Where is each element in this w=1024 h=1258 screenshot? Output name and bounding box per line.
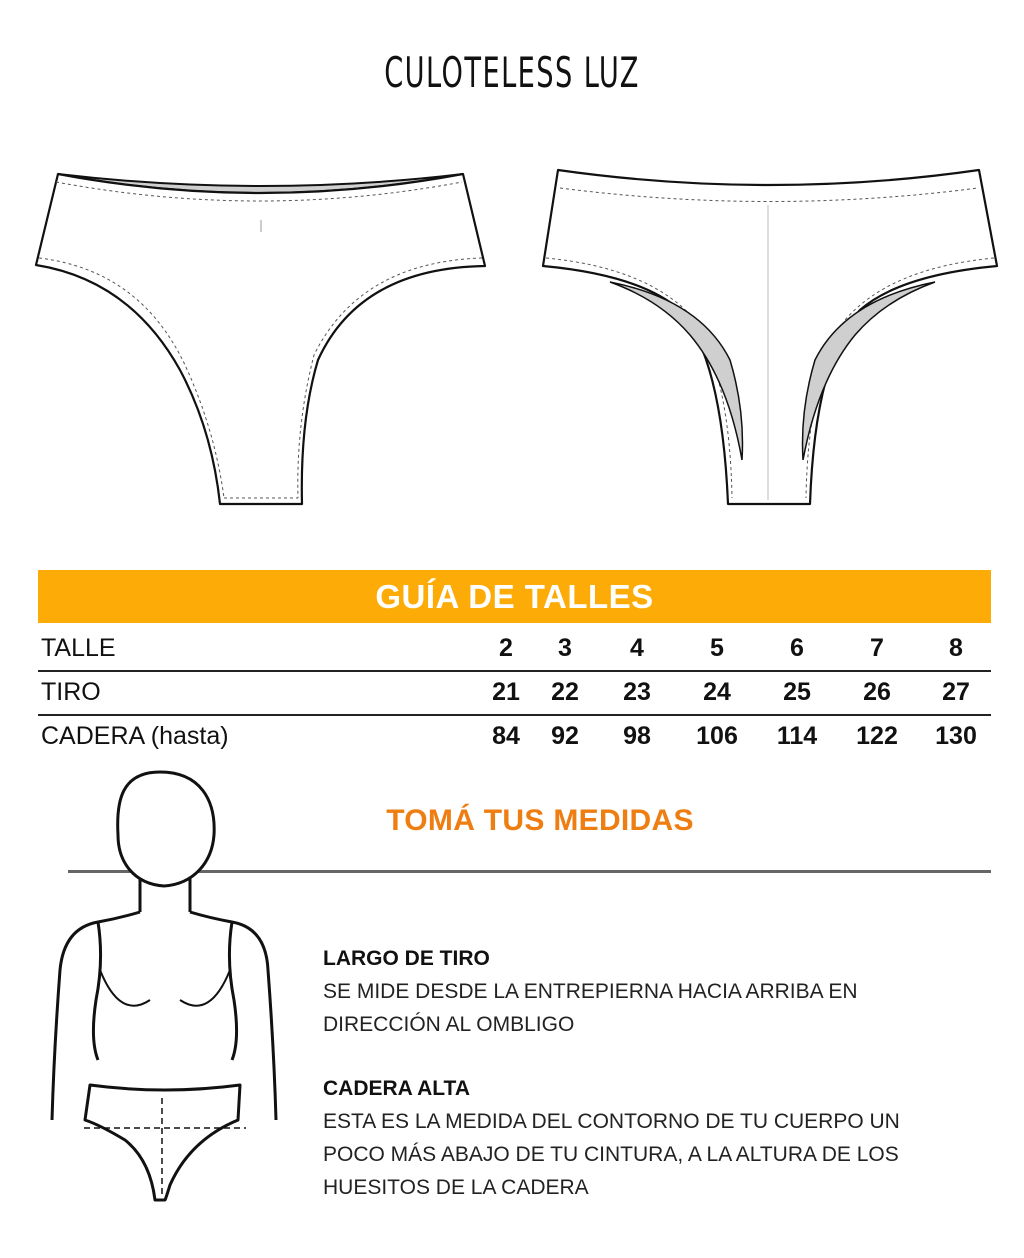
section-line: SE MIDE DESDE LA ENTREPIERNA HACIA ARRIBA EN: [323, 980, 858, 1003]
row-label: TIRO: [41, 678, 101, 706]
table-cell: 5: [710, 634, 724, 662]
section-line: ESTA ES LA MEDIDA DEL CONTORNO DE TU CUERPO UN: [323, 1110, 900, 1133]
section-line: POCO MÁS ABAJO DE TU CINTURA, A LA ALTURA DE LOS: [323, 1143, 899, 1166]
table-cell: 106: [696, 722, 738, 750]
table-cell: 2: [499, 634, 513, 662]
table-row-cadera: [38, 716, 991, 758]
size-table: [38, 628, 991, 758]
row-label: TALLE: [41, 634, 116, 662]
table-row-tiro: [38, 672, 991, 716]
size-guide-heading: GUÍA DE TALLES: [38, 570, 991, 623]
measure-section-cadera: [323, 1072, 963, 1204]
section-title: LARGO DE TIRO: [323, 947, 490, 970]
table-cell: 22: [551, 678, 579, 706]
table-cell: 23: [623, 678, 651, 706]
body-measure-figure-icon: [40, 765, 310, 1215]
table-cell: 6: [790, 634, 804, 662]
section-line: HUESITOS DE LA CADERA: [323, 1176, 589, 1199]
table-cell: 130: [935, 722, 977, 750]
table-cell: 3: [558, 634, 572, 662]
table-cell: 26: [863, 678, 891, 706]
table-cell: 24: [703, 678, 731, 706]
table-cell: 4: [630, 634, 644, 662]
section-title: CADERA ALTA: [323, 1077, 470, 1100]
table-cell: 84: [492, 722, 520, 750]
section-line: DIRECCIÓN AL OMBLIGO: [323, 1013, 575, 1036]
measure-heading: TOMÁ TUS MEDIDAS: [386, 804, 694, 837]
table-cell: 27: [942, 678, 970, 706]
table-cell: 8: [949, 634, 963, 662]
garment-front-icon: [30, 160, 496, 520]
table-cell: 25: [783, 678, 811, 706]
row-label: CADERA (hasta): [41, 722, 229, 750]
measure-section-tiro: [323, 942, 963, 1041]
garment-back-icon: [538, 160, 1004, 520]
table-cell: 114: [776, 722, 818, 750]
table-cell: 21: [492, 678, 520, 706]
table-cell: 92: [551, 722, 579, 750]
table-cell: 98: [623, 722, 651, 750]
product-title: CULOTELESS LUZ: [384, 48, 640, 97]
table-cell: 122: [856, 722, 898, 750]
table-cell: 7: [870, 634, 884, 662]
table-row-talle: [38, 628, 991, 672]
